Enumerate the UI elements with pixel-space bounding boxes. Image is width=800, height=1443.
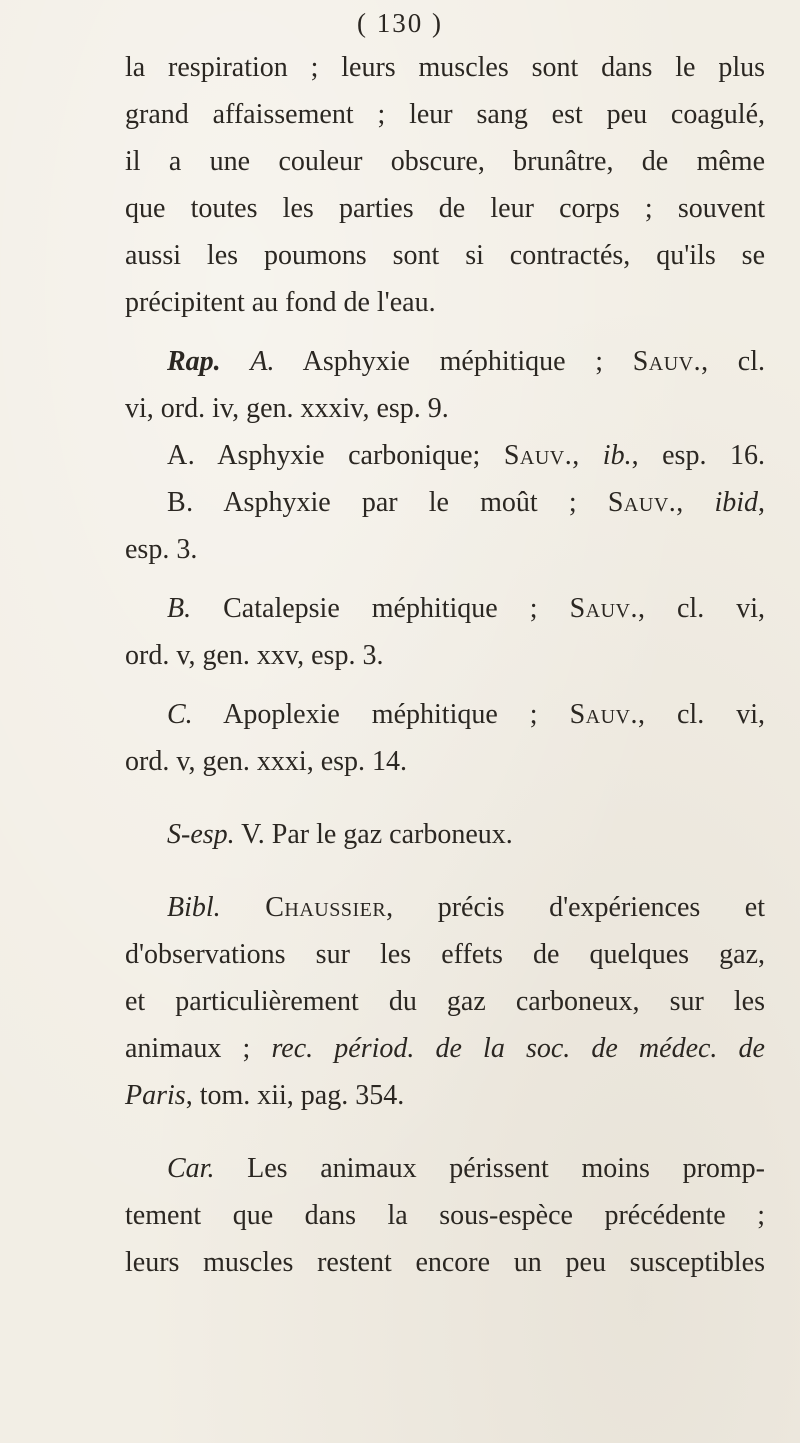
catalepsie-entry <box>125 585 765 632</box>
variety-tail: , esp. 16. <box>631 440 766 471</box>
text-line: vi, ord. iv, gen. xxxiv, esp. 9. <box>125 393 449 424</box>
rap-label: Rap. <box>167 346 221 377</box>
bibliography-entry <box>125 884 765 931</box>
separator: , <box>572 440 603 471</box>
text-line <box>125 1025 765 1072</box>
text-line: tement que dans la sous-espèce précédente ; <box>125 1200 765 1231</box>
entry-letter: B. <box>167 593 192 624</box>
text-line: précipitent au fond de l'eau. <box>125 287 436 318</box>
text-line: ord. v, gen. xxv, esp. 3. <box>125 640 384 671</box>
entry-tail: , cl. vi, <box>637 699 765 730</box>
text-line: d'observations sur les effets de quelques gaz, <box>125 939 765 970</box>
entry-tail: , cl. vi, <box>637 593 765 624</box>
characters-entry <box>125 1145 765 1192</box>
author-chaussier: Chaussier <box>265 892 387 923</box>
ibid-ref: ibid <box>714 487 759 518</box>
separator: , <box>676 487 715 518</box>
entry-text: Apoplexie méphitique ; <box>192 699 570 730</box>
rap-letter: A. <box>250 346 275 377</box>
author-sauv: Sauv. <box>632 346 702 377</box>
text-line: il a une couleur obscure, brunâtre, de même <box>125 146 765 177</box>
text-line: que toutes les parties de leur corps ; souvent <box>125 193 765 224</box>
apoplexie-entry <box>125 691 765 738</box>
variety-letter: A. <box>167 440 196 471</box>
variety-text: Asphyxie par le moût ; <box>193 487 608 518</box>
variety-letter: B. <box>167 487 194 518</box>
rap-entry <box>125 338 765 385</box>
author-sauv: Sauv. <box>569 699 638 730</box>
entry-letter: C. <box>167 699 193 730</box>
journal-ref: rec. périod. de la soc. de médec. de <box>271 1033 765 1064</box>
bibl-tail: , précis d'expériences et <box>386 892 765 923</box>
bibl-tail: , tom. xii, pag. 354. <box>185 1080 405 1111</box>
text-line: et particulièrement du gaz carboneux, sur les <box>125 986 765 1017</box>
rap-text: Asphyxie méphitique ; <box>274 346 633 377</box>
variety-text: Asphyxie carbonique; <box>195 440 504 471</box>
car-text: Les animaux périssent moins promp- <box>214 1153 765 1184</box>
sesp-label: S-esp. <box>167 819 235 850</box>
author-sauv: Sauv. <box>607 487 677 518</box>
rap-tail: , cl. <box>701 346 766 377</box>
variety-a-entry <box>125 432 765 479</box>
text-line: la respiration ; leurs muscles sont dans le plus <box>125 52 765 83</box>
author-sauv: Sauv. <box>503 440 573 471</box>
text-line: aussi les poumons sont si contractés, qu'ils se <box>125 240 765 271</box>
entry-text: Catalepsie méphitique ; <box>191 593 570 624</box>
variety-b-entry <box>125 479 765 526</box>
page-text <box>125 44 765 1286</box>
car-label: Car. <box>167 1153 215 1184</box>
author-sauv: Sauv. <box>569 593 638 624</box>
text-line: leurs muscles restent encore un peu susceptibles <box>125 1247 765 1278</box>
sub-species-entry <box>125 811 765 858</box>
sesp-text: V. Par le gaz carboneux. <box>234 819 513 850</box>
journal-ref: Paris <box>125 1080 186 1111</box>
ib-ref: ib. <box>602 440 632 471</box>
text-line <box>125 1072 765 1119</box>
text-line: grand affaissement ; leur sang est peu coagulé, <box>125 99 765 130</box>
bibl-text: animaux ; <box>125 1033 272 1064</box>
text-line: ord. v, gen. xxxi, esp. 14. <box>125 746 408 777</box>
page-number: ( 130 ) <box>357 8 443 38</box>
variety-tail: , <box>758 487 766 518</box>
bibl-label: Bibl. <box>167 892 221 923</box>
text-line: esp. 3. <box>125 534 198 565</box>
